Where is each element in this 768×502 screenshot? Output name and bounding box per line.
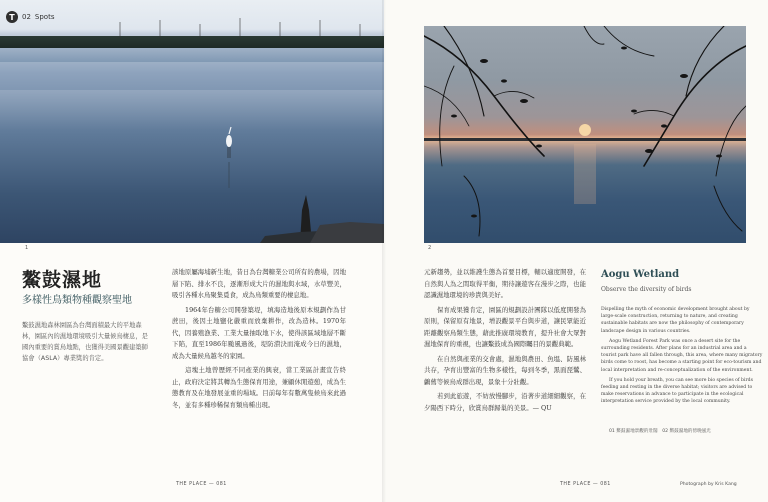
sun-reflection <box>574 144 596 204</box>
sunset-details <box>424 26 746 243</box>
caption-number-1: 1 <box>25 245 29 251</box>
article-intro: 鰲鼓濕地森林園區為台灣面積最大的平地森林，園區內的濕地環境吸引大量候鳥棲息，是國內重要的賞鳥地點，也獲得美國景觀建築師協會（ASLA）專業獎的肯定。 <box>22 322 148 362</box>
paragraph: 元新趨勢，並以維護生態為首要目標，輔以適度開發，在自然與人為之間取得平衡，期待讓遊客在漫步之際，也能認識濕地環境的珍貴與美好。 <box>424 268 586 299</box>
article-title: 鰲鼓濕地 <box>22 269 103 291</box>
sunset-photo <box>424 26 746 243</box>
section-number: 02 <box>22 13 31 21</box>
paragraph: 該地原屬海埔新生地，昔日為台灣糖業公司所有的農場，因地層下陷、排水不良，逐漸形成大片的濕地與水域，水草豐美，吸引各種水鳥聚集覓食，成為鳥類重要的棲息地。 <box>172 268 346 299</box>
paragraph: 1964年台糖公司開發築堤，填海造地後原本規劃作為甘蔗田，後因土地鹽化嚴重而放棄耕作，改為造林。1970年代，因養殖漁業、工業大量抽取地下水，使得該區域地層不斷下陷，直至1986年颱風過後，堤防潰決而淹成今日的濕地，成為大量候鳥越冬的家園。 <box>172 305 346 360</box>
section-tag <box>6 11 54 23</box>
paragraph: 若到此旅遊，不妨放慢腳步，沿著步道細細觀察，在夕陽西下時分，欣賞鳥群歸巢的美景。— QU <box>424 392 586 412</box>
section-label: Spots <box>34 13 55 21</box>
lake-egret-photo <box>0 0 384 243</box>
english-title: Aogu Wetland <box>601 269 680 280</box>
egret <box>226 127 232 188</box>
photo-caption: 01 鰲鼓濕地景觀的壯闊 02 鰲鼓濕地的傍晚風光 <box>609 429 711 434</box>
photo-credit: Photograph by Kris Kang <box>680 482 737 487</box>
page-footer-right: THE PLACE — 081 <box>560 482 611 487</box>
english-body <box>601 306 763 409</box>
paragraph: 這塊土地曾歷經不同產業的興衰，當工業區計畫宣告終止，政府決定將其轉為生態保育用途，兼顧休閒遊憩，成為生態教育及在地發展並重的場域。目前每年有數萬隻候鳥來此過冬，並有多種珍稀保育類鳥種出現。 <box>172 366 346 409</box>
paragraph: 在自然與產業的交會處，濕地與農田、魚塭、防風林共存，孕育出豐富的生物多樣性，每到冬季，黑面琵鷺、鸕鶿等候鳥成群出現，景象十分壯觀。 <box>424 354 586 386</box>
article-subtitle: 多樣性鳥類物種觀察聖地 <box>22 295 132 306</box>
english-subtitle: Observe the diversity of birds <box>601 286 692 293</box>
sun <box>579 124 591 136</box>
paragraph: 保育成果獲肯定，園區的規劃設計團隊以低度開發為原則，保留原有地景，增設觀景平台與步道，讓民眾能近距離觀察鳥類生態，藉此推廣環境教育，提升社會大眾對濕地保育的重視，也讓鰲鼓成為國際矚目的景觀典範。 <box>424 305 586 348</box>
english-paragraph: Dispelling the myth of economic development brought about by large-scale construction, returning to nature, and creating sustainable habitats are now the philosophy of contemporary landscape design in various countries. <box>601 307 750 334</box>
section-letter-badge: T <box>6 11 18 23</box>
body-column-1 <box>172 267 346 414</box>
english-paragraph: Aogu Wetland Forest Park was once a desert site for the surrounding residents. After plans for an industrial area and a tourist park have all fallen through, this area, where many migratory birds come to roost, has become a starting point for eco-tourism and local interpretation and re-conceptualization of the environment. <box>601 338 763 373</box>
caption-number-2: 2 <box>428 245 432 251</box>
book-gutter <box>382 0 386 502</box>
shore-rocks <box>260 195 384 243</box>
body-column-2 <box>424 267 586 417</box>
page-footer-left: THE PLACE — 081 <box>176 482 227 487</box>
right-page <box>384 0 768 502</box>
photo-details <box>0 0 384 243</box>
horizon-land <box>424 138 746 141</box>
english-paragraph: If you hold your breath, you can see more bio species of birds feeding and resting in the diverse habitat; visitors are advised to make reservations in advance to participate in the ecological interpretation service provided by the local community. <box>601 377 753 405</box>
